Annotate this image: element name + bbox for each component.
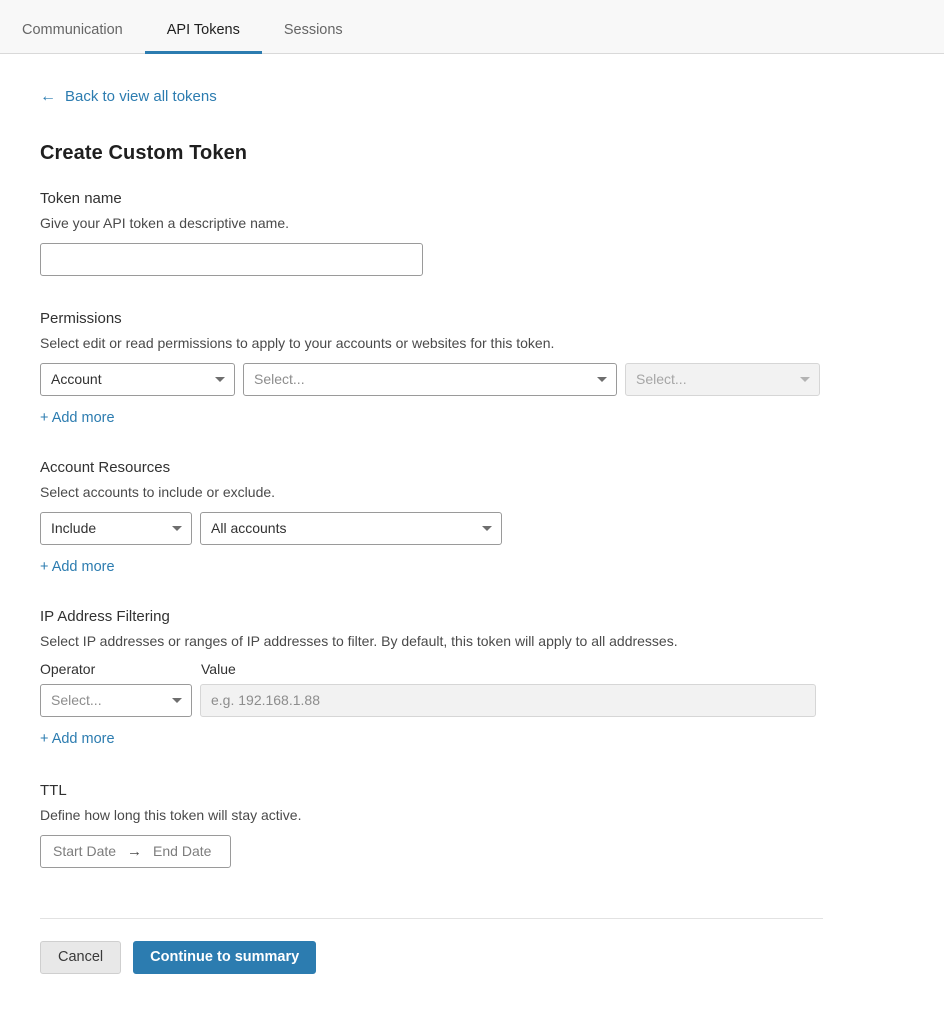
permissions-add-more-button[interactable]: + Add more [40,409,115,426]
arrow-left-icon: ← [40,87,56,105]
permission-scope-value: Account [51,371,102,387]
continue-to-summary-button[interactable]: Continue to summary [133,941,316,974]
permission-group-value: Select... [254,371,305,387]
account-resources-add-more-button[interactable]: + Add more [40,558,115,575]
section-ip-filtering [40,608,904,748]
permission-scope-select[interactable] [40,363,235,396]
permissions-label: Permissions [40,309,122,327]
chevron-down-icon [597,377,607,382]
account-resources-label: Account Resources [40,458,171,476]
chevron-down-icon [482,526,492,531]
chevron-down-icon [215,377,225,382]
account-resources-accounts-value: All accounts [211,520,287,536]
ttl-label: TTL [40,781,67,799]
account-resources-description: Select accounts to include or exclude. [40,483,276,500]
ip-operator-select[interactable] [40,684,192,717]
chevron-down-icon [800,377,810,382]
ip-filtering-label: IP Address Filtering [40,607,170,625]
footer-divider [40,918,823,919]
ip-filtering-add-more-button[interactable]: + Add more [40,730,115,747]
ttl-end-date[interactable]: End Date [153,843,212,859]
arrow-right-icon: → [127,842,143,860]
tab-api-tokens[interactable]: API Tokens [145,23,262,54]
permission-level-select [625,363,820,396]
section-permissions [40,310,904,427]
ip-operator-value: Select... [51,692,102,708]
ttl-date-range-picker[interactable] [40,835,231,868]
tab-bar [0,0,944,54]
permissions-row [40,363,904,396]
ip-value-input[interactable] [200,684,816,717]
token-name-label: Token name [40,189,122,207]
tab-sessions[interactable]: Sessions [262,23,365,54]
account-resources-mode-select[interactable] [40,512,192,545]
section-account-resources [40,459,904,576]
account-resources-accounts-select[interactable] [200,512,502,545]
ip-filtering-field-labels [40,661,904,677]
ttl-description: Define how long this token will stay active. [40,806,302,823]
back-to-all-tokens-link[interactable] [40,88,217,105]
chevron-down-icon [172,526,182,531]
section-token-name [40,190,904,276]
chevron-down-icon [172,698,182,703]
section-ttl [40,782,904,868]
permission-level-value: Select... [636,371,687,387]
ip-filtering-description: Select IP addresses or ranges of IP addresses to filter. By default, this token will apply to all addresses. [40,632,678,649]
ip-value-label: Value [201,660,236,677]
permission-group-select[interactable] [243,363,617,396]
cancel-button[interactable]: Cancel [40,941,121,974]
page-title: Create Custom Token [40,141,248,164]
ip-filtering-row [40,684,904,717]
footer-actions [40,941,904,1004]
tab-communication[interactable]: Communication [0,23,145,54]
permissions-description: Select edit or read permissions to apply to your accounts or websites for this token. [40,334,555,351]
token-name-input[interactable] [40,243,423,276]
page-content [0,54,944,1004]
ip-operator-label: Operator [40,660,96,677]
back-link-label: Back to view all tokens [65,88,217,105]
account-resources-mode-value: Include [51,520,97,536]
token-name-description: Give your API token a descriptive name. [40,214,290,231]
ttl-start-date[interactable]: Start Date [53,843,117,859]
account-resources-row [40,512,904,545]
